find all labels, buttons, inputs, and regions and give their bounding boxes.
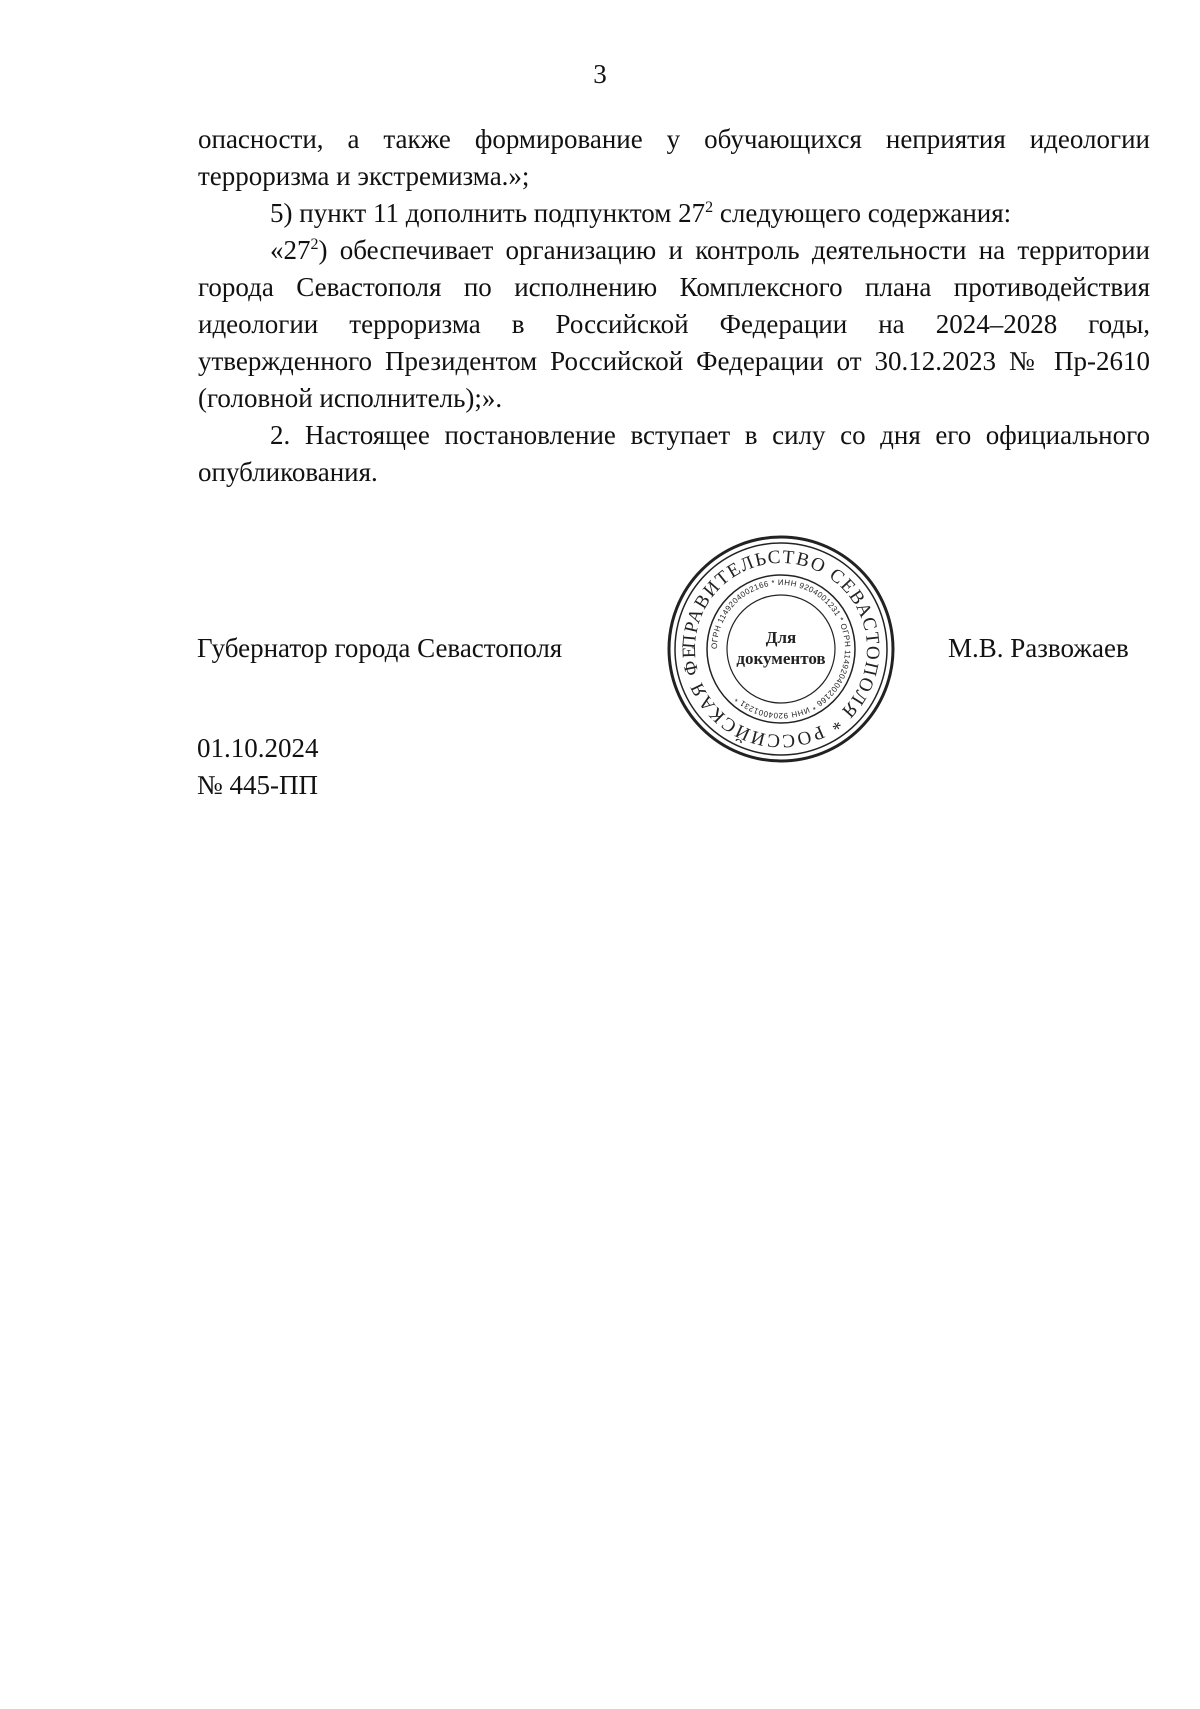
svg-text:ОГРН 1149204002166 * ИНН 92040: ОГРН 1149204002166 * ИНН 9204001231 * ОГРН 1149204002166 * ИНН 9204001231 * <box>709 577 853 721</box>
page-number: 3 <box>593 59 607 89</box>
document-body <box>198 121 1150 491</box>
document-date: 01.10.2024 <box>197 733 319 763</box>
seal-center-line1: Для <box>765 628 797 647</box>
signer-name: М.В. Развожаев <box>948 633 1129 663</box>
superscript: 2 <box>705 199 714 216</box>
signer-title: Губернатор города Севастополя <box>197 633 563 663</box>
seal-center-line2: документов <box>736 649 826 668</box>
superscript: 2 <box>310 236 319 253</box>
paragraph-subitem-27-2: «$27^2$) обеспечивает организацию и контроль деятельности на территории города Севастополя по исполнению Комплексного плана противодействия идеологии терроризма в Российской Федерации на 2024–2028 годы, утвержденного Президентом Российской Федерации от 30.12.2023 № Пр-2610 (головной исполнитель);». <box>198 235 1150 413</box>
official-seal <box>665 533 897 765</box>
paragraph-effective-date: 2. Настоящее постановление вступает в силу со дня его официального опубликования. <box>198 420 1150 487</box>
paragraph-item-5: 5) пункт 11 дополнить подпунктом $27^2$ следующего содержания: <box>270 198 1012 228</box>
document-number: № 445-ПП <box>197 770 318 800</box>
svg-text:ПРАВИТЕЛЬСТВО СЕВАСТОПОЛЯ * РО: ПРАВИТЕЛЬСТВО СЕВАСТОПОЛЯ * РОССИЙСКАЯ ФЕ <box>678 546 884 752</box>
seal-icon <box>665 533 897 765</box>
paragraph-continuation: опасности, а также формирование у обучающихся неприятия идеологии терроризма и экстремизма.»; <box>198 124 1150 191</box>
